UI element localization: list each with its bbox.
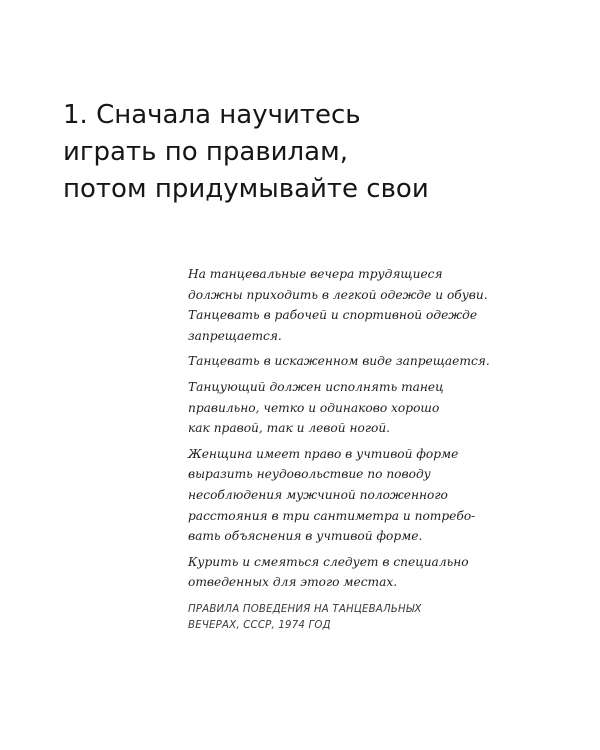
epigraph-line: Танцующий должен исполнять танец <box>188 379 444 394</box>
chapter-title <box>63 97 483 208</box>
epigraph-line: выразить неудовольствие по поводу <box>188 467 431 482</box>
epigraph-line: Курить и смеяться следует в специально <box>188 554 469 569</box>
epigraph-line: несоблюдения мужчиной положенного <box>188 487 448 502</box>
epigraph-paragraph <box>188 351 488 372</box>
attribution-line: ПРАВИЛА ПОВЕДЕНИЯ НА ТАНЦЕВАЛЬНЫХ <box>188 603 422 615</box>
epigraph <box>188 264 488 635</box>
attribution-line: ВЕЧЕРАХ, СССР, 1974 ГОД <box>188 620 331 632</box>
epigraph-paragraph <box>188 264 488 346</box>
chapter-title-line: потом придумывайте свои <box>63 174 429 204</box>
epigraph-paragraph <box>188 444 488 547</box>
chapter-title-line: 1. Сначала научитесь <box>63 100 361 130</box>
epigraph-line: На танцевальные вечера трудящиеся <box>188 267 443 281</box>
epigraph-line: отведенных для этого местах. <box>188 575 398 590</box>
epigraph-line: вать объяснения в учтивой форме. <box>188 529 423 544</box>
epigraph-line: расстояния в три сантиметра и потребо- <box>188 508 476 523</box>
epigraph-paragraph <box>188 552 488 593</box>
epigraph-line: Танцевать в рабочей и спортивной одежде <box>188 308 478 323</box>
epigraph-line: Танцевать в искаженном виде запрещается. <box>188 354 490 369</box>
epigraph-attribution <box>188 602 488 635</box>
epigraph-line: правильно, четко и одинаково хорошо <box>188 400 440 415</box>
epigraph-line: должны приходить в легкой одежде и обуви. <box>188 287 488 302</box>
epigraph-line: Женщина имеет право в учтивой форме <box>188 446 459 461</box>
epigraph-paragraph <box>188 377 488 439</box>
epigraph-line: запрещается. <box>188 328 282 343</box>
epigraph-line: как правой, так и левой ногой. <box>188 421 391 436</box>
chapter-title-line: играть по правилам, <box>63 137 348 167</box>
